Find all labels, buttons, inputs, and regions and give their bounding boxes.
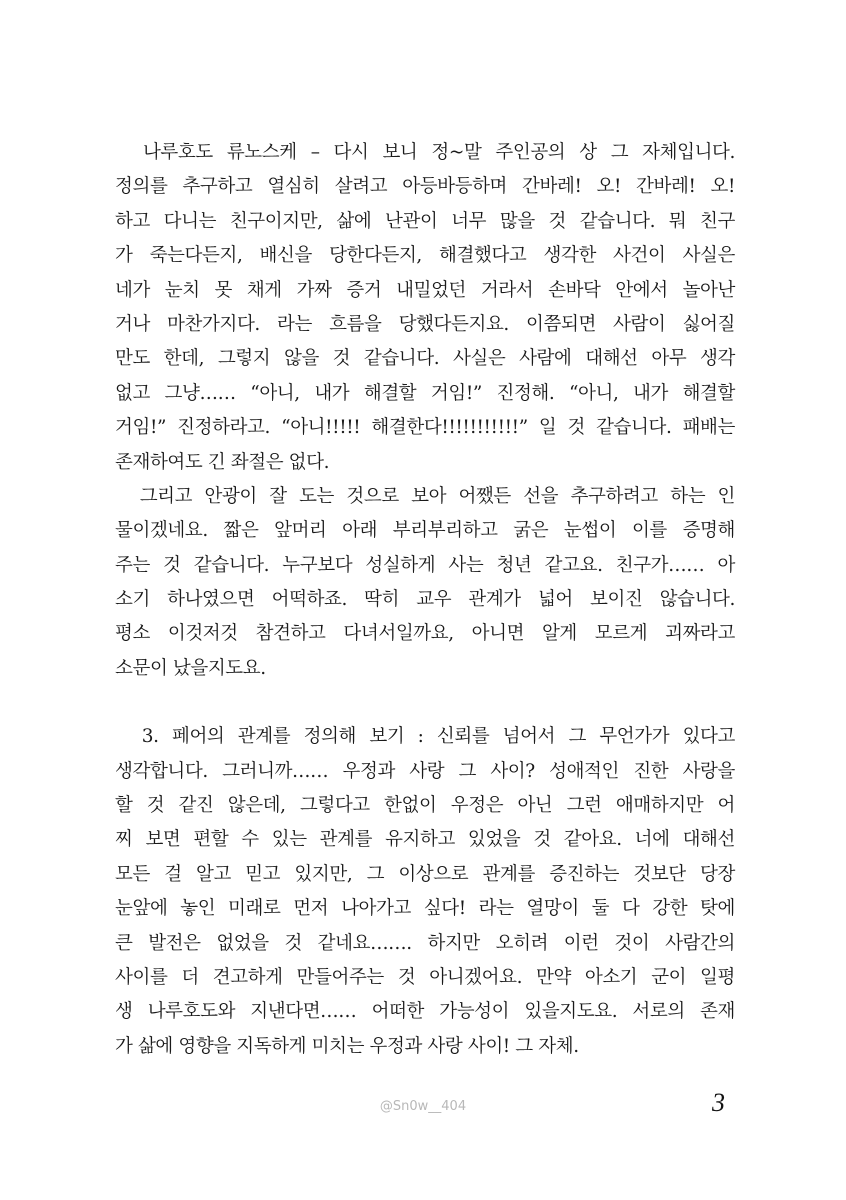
text-line: 네가 눈치 못 채게 가짜 증거 내밀었던 거라서 손바닥 안에서 놀아난 [115,279,735,301]
text-line: 거임!” 진정하라고. “아니!!!!! 해결한다!!!!!!!!!!!” 일 것 같습니다. 패배는 [115,417,735,439]
text-line: 할 것 같진 않은데, 그렇다고 한없이 우정은 아닌 그런 애매하지만 어 [115,795,735,817]
text-line: 소문이 났을지도요. [115,657,266,679]
text-line: 거나 마찬가지다. 라는 흐름을 당했다든지요. 이쯤되면 사람이 싫어질 [115,313,735,335]
paragraph-1 [115,136,735,480]
text-line: 물이겠네요. 짧은 앞머리 아래 부리부리하고 굵은 눈썹이 이를 증명해 [115,520,735,542]
text-line: 정의를 추구하고 열심히 살려고 아등바등하며 간바레! 오! 간바레! 오! [115,176,735,198]
text-line: 가 죽는다든지, 배신을 당한다든지, 해결했다고 생각한 사건이 사실은 [115,245,735,267]
text-line: 생 나루호도와 지낸다면…… 어떠한 가능성이 있을지도요. 서로의 존재 [115,1001,735,1023]
body-text [115,136,735,1064]
text-line: 3. 페어의 관계를 정의해 보기 : 신뢰를 넘어서 그 무언가가 있다고 [115,726,735,748]
text-line: 나루호도 류노스케 – 다시 보니 정~말 주인공의 상 그 자체입니다. [115,142,735,163]
text-line: 평소 이것저것 참견하고 다녀서일까요, 아니면 알게 모르게 괴짜라고 [115,623,735,645]
page-number: 3 [712,1088,725,1117]
text-line: 주는 것 같습니다. 누구보다 성실하게 사는 청년 같고요. 친구가…… 아 [115,554,735,576]
paragraph-spacer [115,686,735,720]
text-line: 생각합니다. 그러니까…… 우정과 사랑 그 사이? 성애적인 진한 사랑을 [115,760,735,782]
text-line: 찌 보면 편할 수 있는 관계를 유지하고 있었을 것 같아요. 너에 대해선 [115,829,735,851]
text-line: 소기 하나였으면 어떡하죠. 딱히 교우 관계가 넓어 보이진 않습니다. [115,589,735,611]
text-line: 모든 걸 알고 믿고 있지만, 그 이상으로 관계를 증진하는 것보단 당장 [115,863,735,885]
text-line: 하고 다니는 친구이지만, 삶에 난관이 너무 많을 것 같습니다. 뭐 친구 [115,210,735,232]
watermark: @Sn0w__404 [379,1099,467,1114]
text-line: 존재하여도 긴 좌절은 없다. [115,451,330,473]
text-line: 만도 한데, 그렇지 않을 것 같습니다. 사실은 사람에 대해선 아무 생각 [115,348,735,370]
text-line: 눈앞에 놓인 미래로 먼저 나아가고 싶다! 라는 열망이 둘 다 강한 탓에 [115,898,735,920]
text-line: 그리고 안광이 잘 도는 것으로 보아 어쨌든 선을 추구하려고 하는 인 [115,485,735,507]
paragraph-2 [115,480,735,686]
text-line: 없고 그냥…… “아니, 내가 해결할 거임!” 진정해. “아니, 내가 해결할 [115,382,735,404]
text-line: 사이를 더 견고하게 만들어주는 것 아니겠어요. 만약 아소기 군이 일평 [115,966,735,988]
text-line: 가 삶에 영향을 지독하게 미치는 우정과 사랑 사이! 그 자체. [115,1035,579,1057]
text-line: 큰 발전은 없었을 것 같네요……. 하지만 오히려 이런 것이 사람간의 [115,932,735,954]
paragraph-3 [115,720,735,1064]
